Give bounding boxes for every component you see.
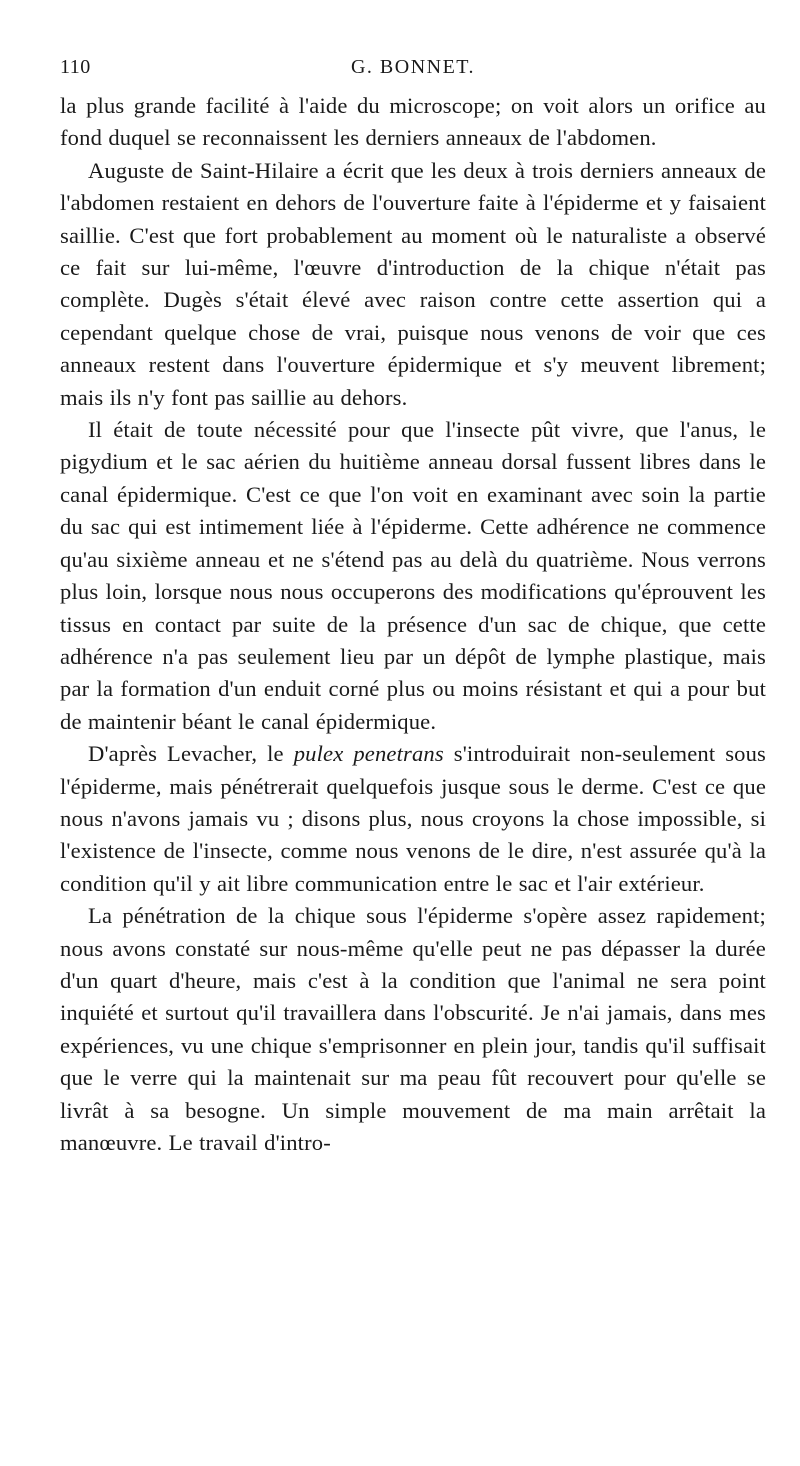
paragraph — [60, 155, 766, 414]
paragraph-text: Auguste de Saint-Hilaire a écrit que les deux à trois derniers anneaux de l'abdomen restaient en dehors de l'ouverture faite à l'épiderme et y faisaient saillie. C'est que fort probablement au moment où le naturaliste a observé ce fait sur lui-même, l'œuvre d'introduction de la chique n'était pas complète. Dugès s'était élevé avec raison contre cette assertion qui a cependant quelque chose de vrai, puisque nous venons de voir que ces anneaux restent dans l'ouverture épidermique et s'y meuvent librement; mais ils n'y font pas saillie au dehors. — [60, 157, 766, 410]
body-text — [60, 90, 766, 1159]
paragraph — [60, 900, 766, 1159]
page-number: 110 — [60, 56, 91, 78]
italic-term: pulex penetrans — [293, 741, 444, 767]
paragraph-text: La pénétration de la chique sous l'épiderme s'opère assez rapidement; nous avons constaté sur nous-même qu'elle peut ne pas dépasser la durée d'un quart d'heure, mais c'est à la condition que l'animal ne sera point inquiété et surtout qu'il travaillera dans l'obscurité. Je n'ai jamais, dans mes expériences, vu une chique s'emprisonner en plein jour, tandis qu'il suffisait que le verre qui la maintenait sur ma peau fût recouvert pour qu'elle se livrât à sa besogne. Un simple mouvement de ma main arrêtait la manœuvre. Le travail d'intro- — [60, 903, 766, 1155]
paragraph-text: D'après Levacher, le — [88, 741, 294, 767]
paragraph-text: Il était de toute nécessité pour que l'insecte pût vivre, que l'anus, le pigydium et le sac aérien du huitième anneau dorsal fussent libres dans le canal épidermique. C'est ce que l'on voit en examinant avec soin la partie du sac qui est intimement liée à l'épiderme. Cette adhérence ne commence qu'au sixième anneau et ne s'étend pas au delà du quatrième. Nous verrons plus loin, lorsque nous nous occuperons des modifications qu'éprouvent les tissus en contact par suite de la présence d'un sac de chique, que cette adhérence n'a pas seulement lieu par un dépôt de lymphe plastique, mais par la formation d'un enduit corné plus ou moins résistant et qui a pour but de maintenir béant le canal épidermique. — [60, 417, 766, 734]
running-head — [60, 56, 766, 84]
paragraph-text: la plus grande facilité à l'aide du microscope; on voit alors un orifice au fond duquel se reconnaissent les derniers anneaux de l'abdomen. — [60, 93, 766, 151]
paragraph — [60, 738, 766, 900]
paragraph — [60, 414, 766, 738]
paragraph-text: s'introduirait non-seulement sous l'épiderme, mais pénétrerait quelquefois jusque sous le derme. C'est ce que nous n'avons jamais vu ; disons plus, nous croyons la chose impossible, si l'existence de l'insecte, comme nous venons de le dire, n'est assurée qu'à la condition qu'il y ait libre communication entre le sac et l'air extérieur. — [60, 741, 767, 896]
running-head-author: G. BONNET. — [350, 56, 476, 78]
book-page — [60, 56, 766, 1159]
paragraph — [60, 90, 766, 155]
